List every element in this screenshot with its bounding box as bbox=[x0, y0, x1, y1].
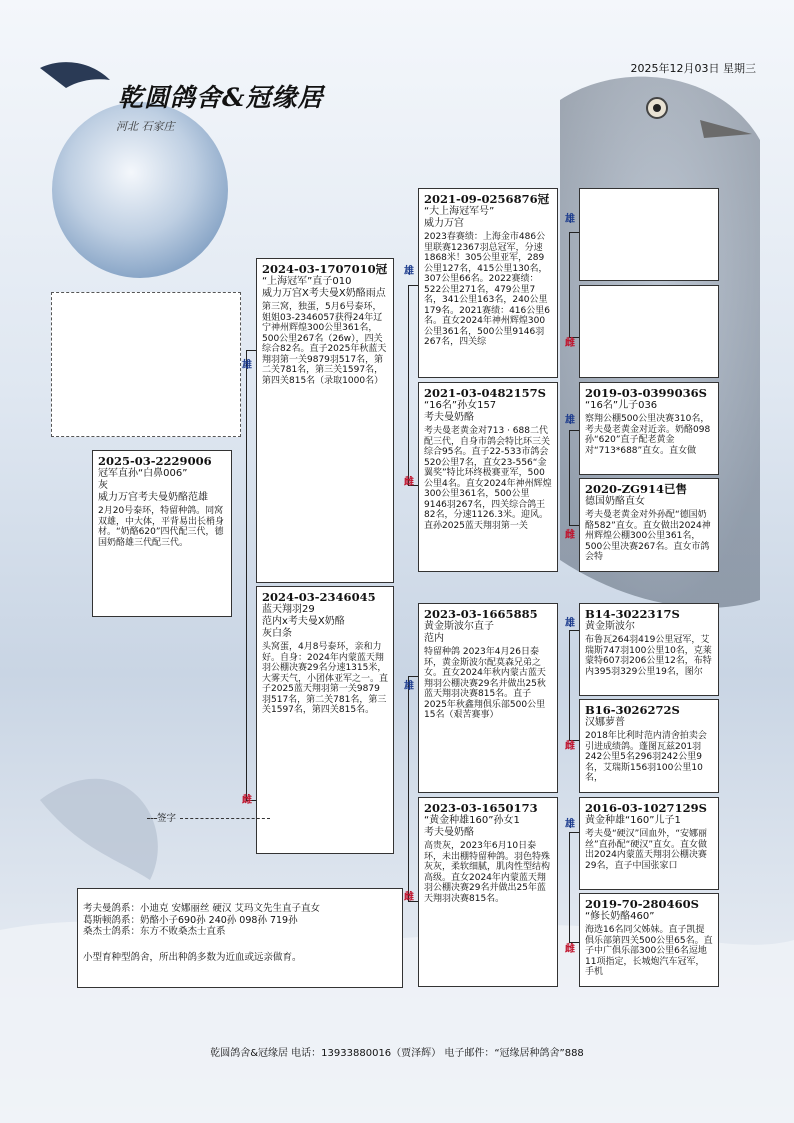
notes-line: 葛斯顿鸽系：奶酪小子690孙 240孙 098孙 719孙 bbox=[83, 914, 298, 926]
ring-number: 2021-09-0256876冠 bbox=[424, 192, 550, 206]
dam-sire-card bbox=[418, 603, 558, 793]
sire-sire-card bbox=[418, 188, 558, 378]
pigeon-description: 考夫曼老黄金对713 · 688二代配三代，自身市鸽会特比环三关综合95名。直子22-533市鸽会520公里7名，直女23-556“金翼奖”特比环终极赛亚军，500公里4名。直女2024年神州辉煌300公里361名，500公里9146羽267名，四关综合鸽王82名，分速1126.3米。迎风。直孙2025蓝天翔羽第一关 bbox=[424, 426, 552, 531]
female-marker: 雌 bbox=[565, 741, 575, 752]
pigeon-description: 特留种鸽 2023年4月26日泰环，黄金斯波尔配莫森兄弟之女。直女2024年秋内蒙古蓝天翔羽公棚决赛29名并做出25秋蓝天翔羽决赛815名。直子2025年秋鑫翔俱乐部500公里15名（艰苦赛事） bbox=[424, 647, 546, 720]
ggp-dsd-card bbox=[579, 699, 719, 793]
female-marker: 雌 bbox=[565, 530, 575, 541]
pigeon-name: 冠军直孙“白鼻006” bbox=[98, 468, 188, 479]
ggp-ssd-card bbox=[579, 285, 719, 378]
male-marker: 雄 bbox=[565, 214, 575, 225]
signature-label: 签字 bbox=[147, 810, 270, 824]
male-marker: 雄 bbox=[565, 618, 575, 629]
ring-number: 2021-03-0482157S bbox=[424, 386, 546, 400]
ring-number: 2019-03-0399036S bbox=[585, 386, 707, 400]
notes-line: 桑杰士鸽系：东方不败桑杰士直系 bbox=[83, 926, 226, 937]
pigeon-name: “16名”儿子036 bbox=[585, 400, 658, 411]
female-marker: 雌 bbox=[404, 892, 414, 903]
ggp-sss-card bbox=[579, 188, 719, 281]
pigeon-name: “修长奶酪460” bbox=[585, 911, 655, 922]
pigeon-description: 第三窝，独蛋，5月6号泰环，姐姐03-2346057获得24年辽宁神州辉煌300公里361名，500公里267名（26w），四关综合82名。直子2025年秋蓝天翔羽第一关9879羽517名，第二关781名，第三关1597名，第四关815名（录取1000名） bbox=[262, 302, 387, 386]
pigeon-color: 灰 bbox=[98, 480, 108, 491]
sire-dam-card bbox=[418, 382, 558, 572]
logo-subtitle: 河北 石家庄 bbox=[116, 120, 175, 133]
ggp-sdd-card bbox=[579, 478, 719, 572]
pigeon-name: 黄金种雄“160”儿子1 bbox=[585, 815, 681, 826]
pigeon-name: “16名”孙女157 bbox=[424, 400, 497, 411]
sire-card bbox=[256, 258, 394, 583]
female-marker: 雌 bbox=[242, 795, 252, 806]
pigeon-description: 高贵灰，2023年6月10日泰环，未出棚特留种鸽。羽色特殊灰灰，柔软细腻，肌肉性型结构高级。直女2024年内蒙蓝天翔羽公棚决赛29名并做出25年蓝天翔羽决赛815名。 bbox=[424, 841, 551, 904]
pigeon-lineage: 范内x考夫曼X奶酪 bbox=[262, 616, 345, 627]
pigeon-lineage: 考夫曼奶酪 bbox=[424, 412, 474, 423]
pigeon-lineage: 威力万宫考夫曼奶酪范雄 bbox=[98, 492, 208, 503]
ring-number: 2024-03-2346045 bbox=[262, 590, 376, 604]
pigeon-color: 灰白条 bbox=[262, 628, 292, 639]
female-marker: 雌 bbox=[565, 338, 575, 349]
pigeon-name: 黄金斯波尔 bbox=[585, 621, 635, 632]
pigeon-name: 黄金斯波尔直子 bbox=[424, 621, 494, 632]
pigeon-name: 蓝天翔羽29 bbox=[262, 604, 315, 615]
ggp-sds-card bbox=[579, 382, 719, 475]
pigeon-description: 布鲁瓦264羽419公里冠军，艾瑞斯747羽100公里10名，克莱蒙特607羽206公里12名，布特内395羽329公里19名，图尔 bbox=[585, 635, 712, 677]
dam-dam-card bbox=[418, 797, 558, 987]
photo-placeholder bbox=[51, 292, 241, 437]
ring-number: 2016-03-1027129S bbox=[585, 801, 707, 815]
pigeon-description: 2月20号泰环，特留种鸽。同窝双雄，中大体，平背易出长梢身材。“奶酪620”四代配三代，德国奶酪雄三代配三代。 bbox=[98, 506, 225, 548]
pigeon-lineage: 威力万宫X考夫曼X奶酪雨点 bbox=[262, 288, 386, 299]
pigeon-name: “大上海冠军号” bbox=[424, 206, 495, 217]
pigeon-lineage: 考夫曼奶酪 bbox=[424, 827, 474, 838]
female-marker: 雌 bbox=[565, 944, 575, 955]
subject-card bbox=[92, 450, 232, 617]
male-marker: 雄 bbox=[565, 819, 575, 830]
pigeon-description: 2018年比利时范内清舍拍卖会引进成绩鸽。蓬图瓦兹201羽242公里5名296羽242公里9名，艾瑞斯156羽100公里10名， bbox=[585, 731, 707, 783]
ggp-ddd-card bbox=[579, 893, 719, 987]
date-label: 2025年12月03日 星期三 bbox=[630, 62, 756, 75]
pigeon-lineage: 范内 bbox=[424, 633, 444, 644]
connector-line bbox=[246, 350, 247, 800]
ggp-dss-card bbox=[579, 603, 719, 696]
ring-number: 2023-03-1665885 bbox=[424, 607, 538, 621]
pigeon-name: 德国奶酪直女 bbox=[585, 496, 645, 507]
logo-title: 乾圆鸽舍&冠缘居 bbox=[118, 83, 324, 112]
ring-number: B14-3022317S bbox=[585, 607, 680, 621]
ring-number: B16-3026272S bbox=[585, 703, 680, 717]
notes-line: 考夫曼鸽系：小迪克 安娜丽丝 硬汉 艾玛文先生直子直女 bbox=[83, 903, 321, 914]
ring-number: 2023-03-1650173 bbox=[424, 801, 538, 815]
male-marker: 雄 bbox=[404, 266, 414, 277]
pigeon-description: 考夫曼“硬汉”回血外，“安娜丽丝”直孙配“硬汉”直女。直女做出2024内蒙蓝天翔羽公棚决赛29名，直子中国张家口 bbox=[585, 829, 707, 871]
pigeon-name: “黄金种雄160”孙女1 bbox=[424, 815, 520, 826]
ring-number: 2019-70-280460S bbox=[585, 897, 699, 911]
male-marker: 雄 bbox=[242, 360, 252, 371]
pigeon-lineage: 威力万宫 bbox=[424, 218, 464, 229]
male-marker: 雄 bbox=[404, 681, 414, 692]
pigeon-description: 察翔公棚500公里决赛310名，考夫曼老黄金对近亲。奶酪098孙“620”直子配老黄金对“713*688”直女。直女做 bbox=[585, 414, 711, 456]
ring-number: 2025-03-2229006 bbox=[98, 454, 212, 468]
notes-box bbox=[77, 888, 403, 988]
female-marker: 雌 bbox=[404, 477, 414, 488]
notes-line: 小型育种型鸽舍，所出种鸽多数为近血或远亲做育。 bbox=[83, 951, 302, 963]
pigeon-name: 汉娜萝普 bbox=[585, 717, 625, 728]
ggp-dds-card bbox=[579, 797, 719, 890]
pigeon-name: “上海冠军”直子010 bbox=[262, 276, 352, 287]
ring-number: 2024-03-1707010冠 bbox=[262, 262, 388, 276]
pigeon-description: 头窝蛋，4月8号泰环，亲和力好。自身：2024年内蒙蓝天翔羽公棚决赛29名分速1315米，大雾天气，小团体亚军之一。直子2025蓝天翔羽第一关9879羽517名，第二关781名，第三关1597名，第四关815名。 bbox=[262, 642, 389, 715]
male-marker: 雄 bbox=[565, 415, 575, 426]
pigeon-description: 海选16名同父姊妹。直子凯提俱乐部第四关500公里65名。直子中广俱乐部300公里6名逗地11项指定，长城炮汽车冠军，手机 bbox=[585, 925, 713, 977]
pigeon-description: 2023春赛绩：上海金市486公里联赛12367羽总冠军，分速1868米！305公里亚军，289公里127名，415公里130名，307公里66名。2022赛绩：522公里271名，479公里7名，341公里163名，240公里179名。2021赛绩：416公里6名。直女2024年神州辉煌300公里361名，500公里9146羽267名，四关综 bbox=[424, 232, 550, 347]
pigeon-description: 考夫曼老黄金对外孙配“德国奶酪582”直女。直女做出2024神州辉煌公棚300公里361名，500公里决赛267名。直女市鸽会特 bbox=[585, 510, 711, 562]
dam-card bbox=[256, 586, 394, 854]
ring-number: 2020-ZG914已售 bbox=[585, 482, 688, 496]
flying-pigeon-graphic bbox=[40, 779, 158, 880]
footer-contact: 乾圆鸽舍&冠缘居 电话：13933880016（贾泽辉） 电子邮件：“冠缘居种鸽舍”888 bbox=[210, 1048, 584, 1059]
